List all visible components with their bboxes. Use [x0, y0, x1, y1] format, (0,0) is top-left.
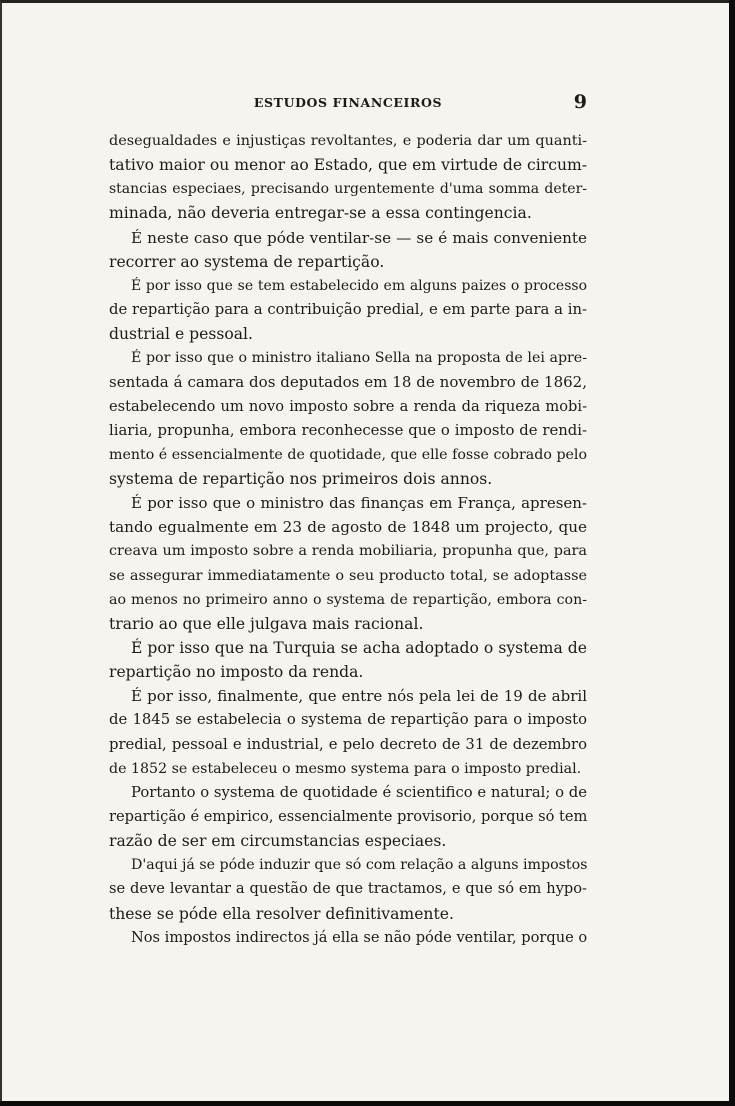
- text-line: these se póde ella resolver definitivamente.: [109, 904, 454, 923]
- running-header: [109, 91, 587, 115]
- text-line: predial, pessoal e industrial, e pelo decreto de 31 de dezembro: [109, 735, 587, 753]
- text-line: D'aqui já se póde induzir que só com relação a alguns impostos: [131, 857, 588, 874]
- running-title: ESTUDOS FINANCEIROS: [253, 95, 443, 110]
- text-line: stancias especiaes, precisando urgentemente d'uma somma deter-: [109, 181, 587, 198]
- text-line: tando egualmente em 23 de agosto de 1848 um projecto, que: [109, 518, 587, 537]
- text-line: trario ao que elle julgava mais racional.: [109, 614, 424, 633]
- text-line: razão de ser em circumstancias especiaes.: [109, 832, 447, 851]
- text-line: se deve levantar a questão de que tractamos, e que só em hypo-: [109, 880, 587, 898]
- text-line: ao menos no primeiro anno o systema de repartição, embora con-: [109, 591, 587, 608]
- scan-edge-right: [729, 0, 735, 1106]
- text-line: de repartição para a contribuição predial, e em parte para a in-: [109, 300, 587, 318]
- text-line: systema de repartição nos primeiros dois annos.: [109, 469, 493, 488]
- text-line: repartição é empirico, essencialmente provisorio, porque só tem: [109, 807, 588, 825]
- text-line: desegualdades e injustiças revoltantes, e poderia dar um quanti-: [109, 133, 587, 149]
- text-line: Portanto o systema de quotidade é scientifico e natural; o de: [131, 783, 587, 801]
- text-line: É por isso que o ministro das finanças em França, apresen-: [131, 494, 587, 513]
- text-line: É por isso que o ministro italiano Sella na proposta de lei apre-: [131, 350, 587, 367]
- text-line: dustrial e pessoal.: [109, 325, 254, 344]
- text-line: Nos impostos indirectos já ella se não póde ventilar, porque o: [131, 928, 588, 946]
- text-line: mento é essencialmente de quotidade, que elle fosse cobrado pelo: [109, 446, 587, 463]
- text-line: É por isso que na Turquia se acha adoptado o systema de: [131, 638, 587, 657]
- page-number: 9: [573, 91, 587, 113]
- text-line: sentada á camara dos deputados em 18 de novembro de 1862,: [109, 373, 587, 392]
- body-text: [109, 129, 587, 950]
- text-line: É por isso, finalmente, que entre nós pela lei de 19 de abril: [131, 687, 587, 706]
- text-line: minada, não deveria entregar-se a essa contingencia.: [109, 204, 532, 223]
- text-line: repartição no imposto da renda.: [109, 663, 364, 682]
- text-line: liaria, propunha, embora reconhecesse que o imposto de rendi-: [109, 421, 587, 439]
- text-line: de 1852 se estabeleceu o mesmo systema para o imposto predial.: [109, 760, 582, 777]
- text-line: creava um imposto sobre a renda mobiliaria, propunha que, para: [109, 543, 587, 560]
- text-line: É neste caso que póde ventilar-se — se é mais conveniente: [131, 228, 587, 247]
- scan-edge-bottom: [0, 1101, 735, 1106]
- text-line: se assegurar immediatamente o seu producto total, se adoptasse: [109, 567, 587, 584]
- text-line: tativo maior ou menor ao Estado, que em virtude de circum-: [109, 156, 588, 175]
- text-line: recorrer ao systema de repartição.: [109, 252, 385, 271]
- text-line: de 1845 se estabelecia o systema de repartição para o imposto: [109, 711, 587, 729]
- text-line: É por isso que se tem estabelecido em alguns paizes o processo: [131, 277, 587, 294]
- text-line: estabelecendo um novo imposto sobre a renda da riqueza mobi-: [109, 397, 587, 415]
